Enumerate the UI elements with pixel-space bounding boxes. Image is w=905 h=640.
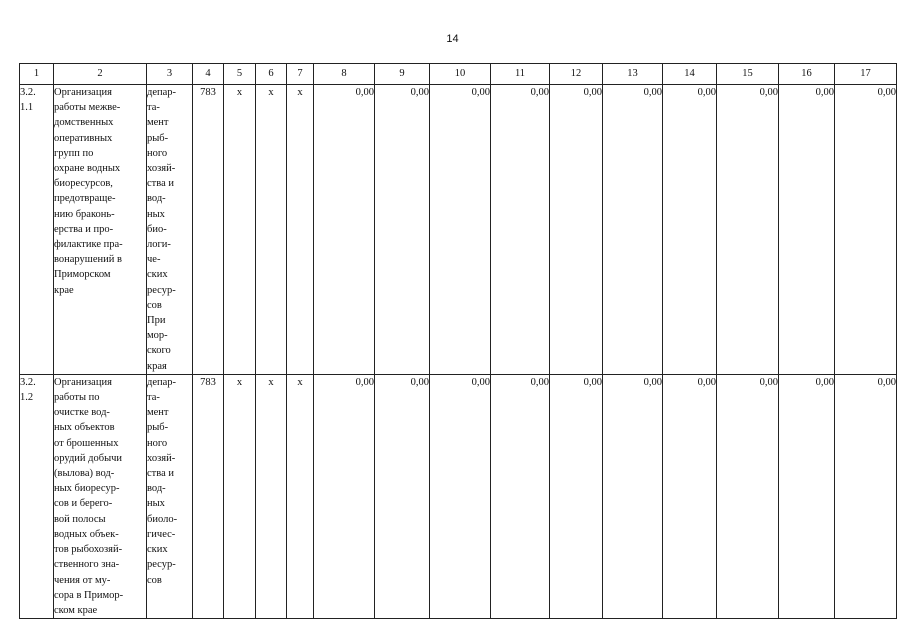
column-header: 15 [717,64,779,85]
column-header: 1 [20,64,54,85]
row-grbs: 783 [193,374,224,618]
row-value-9: 0,00 [375,85,430,375]
row-value-15: 0,00 [717,85,779,375]
row-mark-6: x [256,374,287,618]
row-value-14: 0,00 [663,85,717,375]
row-executor-cell [147,85,193,375]
column-header: 2 [54,64,147,85]
row-grbs: 783 [193,85,224,375]
row-value-11: 0,00 [491,85,550,375]
row-name: Организация работы по очистке вод- ных объектов от брошенных орудий добычи (вылова) вод- ных биоресур- сов и берего- вой полосы водных объек- тов рыбохозяй- ственного зна- чения от му- сора в Примор- ском крае [54,376,124,616]
row-value-15: 0,00 [717,374,779,618]
row-value-16: 0,00 [779,374,835,618]
column-header: 13 [603,64,663,85]
table-row [20,85,897,375]
row-mark-7: x [287,374,314,618]
row-executor: депар- та- мент рыб- ного хозяй- ства и вод- ных биоло- гичес- ских ресур- сов [147,376,178,586]
row-mark-5: x [224,85,256,375]
page-number: 14 [446,33,459,45]
column-header: 12 [550,64,603,85]
row-name-cell [54,85,147,375]
row-code-cell [20,85,54,375]
row-value-12: 0,00 [550,85,603,375]
row-value-14: 0,00 [663,374,717,618]
row-value-17: 0,00 [835,374,897,618]
row-executor-cell [147,374,193,618]
row-mark-5: x [224,374,256,618]
row-executor: депар- та- мент рыб- ного хозяй- ства и вод- ных био- логи- че- ских ресур- сов При мор- ского края [147,87,177,372]
row-value-8: 0,00 [314,374,375,618]
column-header: 10 [430,64,491,85]
row-value-11: 0,00 [491,374,550,618]
row-value-17: 0,00 [835,85,897,375]
column-header: 3 [147,64,193,85]
column-header: 8 [314,64,375,85]
row-value-16: 0,00 [779,85,835,375]
row-value-13: 0,00 [603,85,663,375]
column-header: 4 [193,64,224,85]
row-value-12: 0,00 [550,374,603,618]
column-header: 16 [779,64,835,85]
row-code: 3.2. 1.1 [20,87,36,114]
row-value-10: 0,00 [430,374,491,618]
column-header: 5 [224,64,256,85]
row-value-10: 0,00 [430,85,491,375]
row-code: 3.2. 1.2 [20,376,36,404]
row-value-13: 0,00 [603,374,663,618]
row-mark-6: x [256,85,287,375]
column-header: 6 [256,64,287,85]
row-name-cell [54,374,147,618]
row-value-8: 0,00 [314,85,375,375]
column-header: 9 [375,64,430,85]
column-header: 7 [287,64,314,85]
column-header: 11 [491,64,550,85]
row-code-cell [20,374,54,618]
column-header: 14 [663,64,717,85]
column-header: 17 [835,64,897,85]
row-name: Организация работы межве- домственных оперативных групп по охране водных биоресурсов, предотвраще- нию браконь- ерства и про- филактике пра- вонарушений в Приморском крае [54,87,123,296]
header-row [20,64,897,85]
table-row [20,374,897,618]
row-mark-7: x [287,85,314,375]
row-value-9: 0,00 [375,374,430,618]
budget-table [19,63,897,619]
